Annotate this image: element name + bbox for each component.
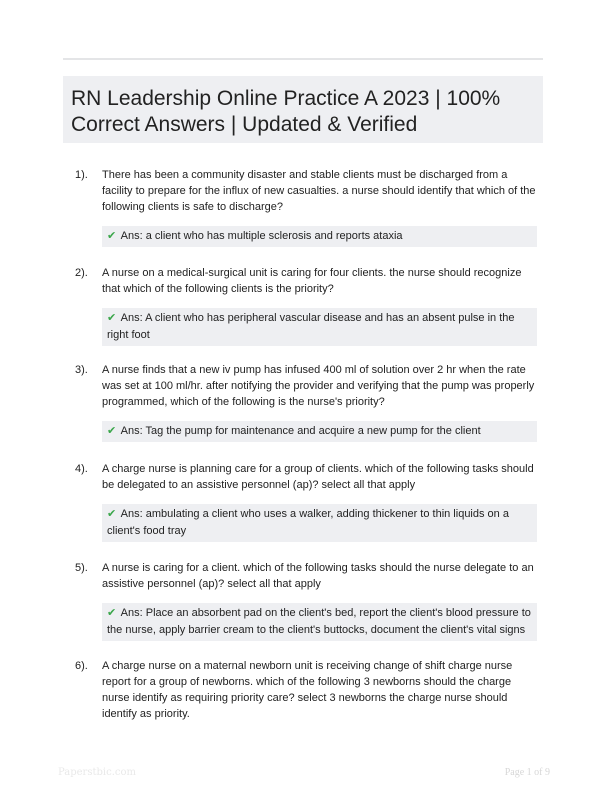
check-icon: ✔	[107, 312, 117, 324]
answer-box	[102, 308, 537, 346]
question-text: A nurse finds that a new iv pump has infused 400 ml of solution over 2 hr when the rate was set at 100 ml/hr. after notifying the provider and verifying that the pump was properly programmed, which of the following is the nurse's priority?	[102, 364, 535, 408]
page-title: RN Leadership Online Practice A 2023 | 100% Correct Answers | Updated & Verified	[71, 87, 501, 136]
question-number: 2).	[75, 267, 88, 279]
question-number: 3).	[75, 364, 88, 376]
check-icon: ✔	[107, 425, 117, 437]
check-icon: ✔	[107, 508, 117, 520]
question-number: 4).	[75, 463, 88, 475]
answer-box	[102, 603, 537, 641]
answer-box	[102, 421, 537, 442]
question-3	[75, 362, 537, 442]
question-text: A charge nurse is planning care for a group of clients. which of the following tasks should be delegated to an assistive personnel (ap)? select all that apply	[102, 463, 534, 491]
question-text: There has been a community disaster and stable clients must be discharged from a facility to prepare for the influx of new casualties. a nurse should identify that which of the following clients is safe to discharge?	[102, 169, 536, 213]
question-2	[75, 265, 537, 346]
question-1	[75, 167, 537, 247]
footer-watermark: Paperstbic.com	[58, 767, 136, 778]
title-banner	[63, 76, 543, 143]
question-number: 5).	[75, 562, 88, 574]
question-5	[75, 560, 537, 641]
check-icon: ✔	[107, 607, 117, 619]
question-number: 1).	[75, 169, 88, 181]
question-text: A nurse is caring for a client. which of the following tasks should the nurse delegate to an assistive personnel (ap)? select all that apply	[102, 562, 534, 590]
answer-text: Ans: A client who has peripheral vascular disease and has an absent pulse in the right foot	[107, 312, 515, 341]
page-number: Page 1 of 9	[504, 767, 550, 778]
check-icon: ✔	[107, 230, 117, 242]
answer-text: Ans: Tag the pump for maintenance and acquire a new pump for the client	[120, 425, 481, 437]
question-text: A charge nurse on a maternal newborn unit is receiving change of shift charge nurse report for a group of newborns. which of the following 3 newborns should the charge nurse identify as requiring priority care? select 3 newborns the charge nurse should identify as priority.	[102, 660, 513, 720]
answer-box	[102, 504, 537, 542]
answer-box	[102, 226, 537, 247]
question-text: A nurse on a medical-surgical unit is caring for four clients. the nurse should recognize that which of the following clients is the priority?	[102, 267, 522, 295]
answer-text: Ans: Place an absorbent pad on the client's bed, report the client's blood pressure to the nurse, apply barrier cream to the client's buttocks, document the client's vital signs	[107, 607, 531, 636]
question-number: 6).	[75, 660, 88, 672]
top-divider	[63, 58, 543, 60]
answer-text: Ans: ambulating a client who uses a walker, adding thickener to thin liquids on a client's food tray	[107, 508, 509, 537]
answer-text: Ans: a client who has multiple sclerosis and reports ataxia	[120, 230, 403, 242]
question-6	[75, 658, 537, 722]
question-4	[75, 461, 537, 542]
